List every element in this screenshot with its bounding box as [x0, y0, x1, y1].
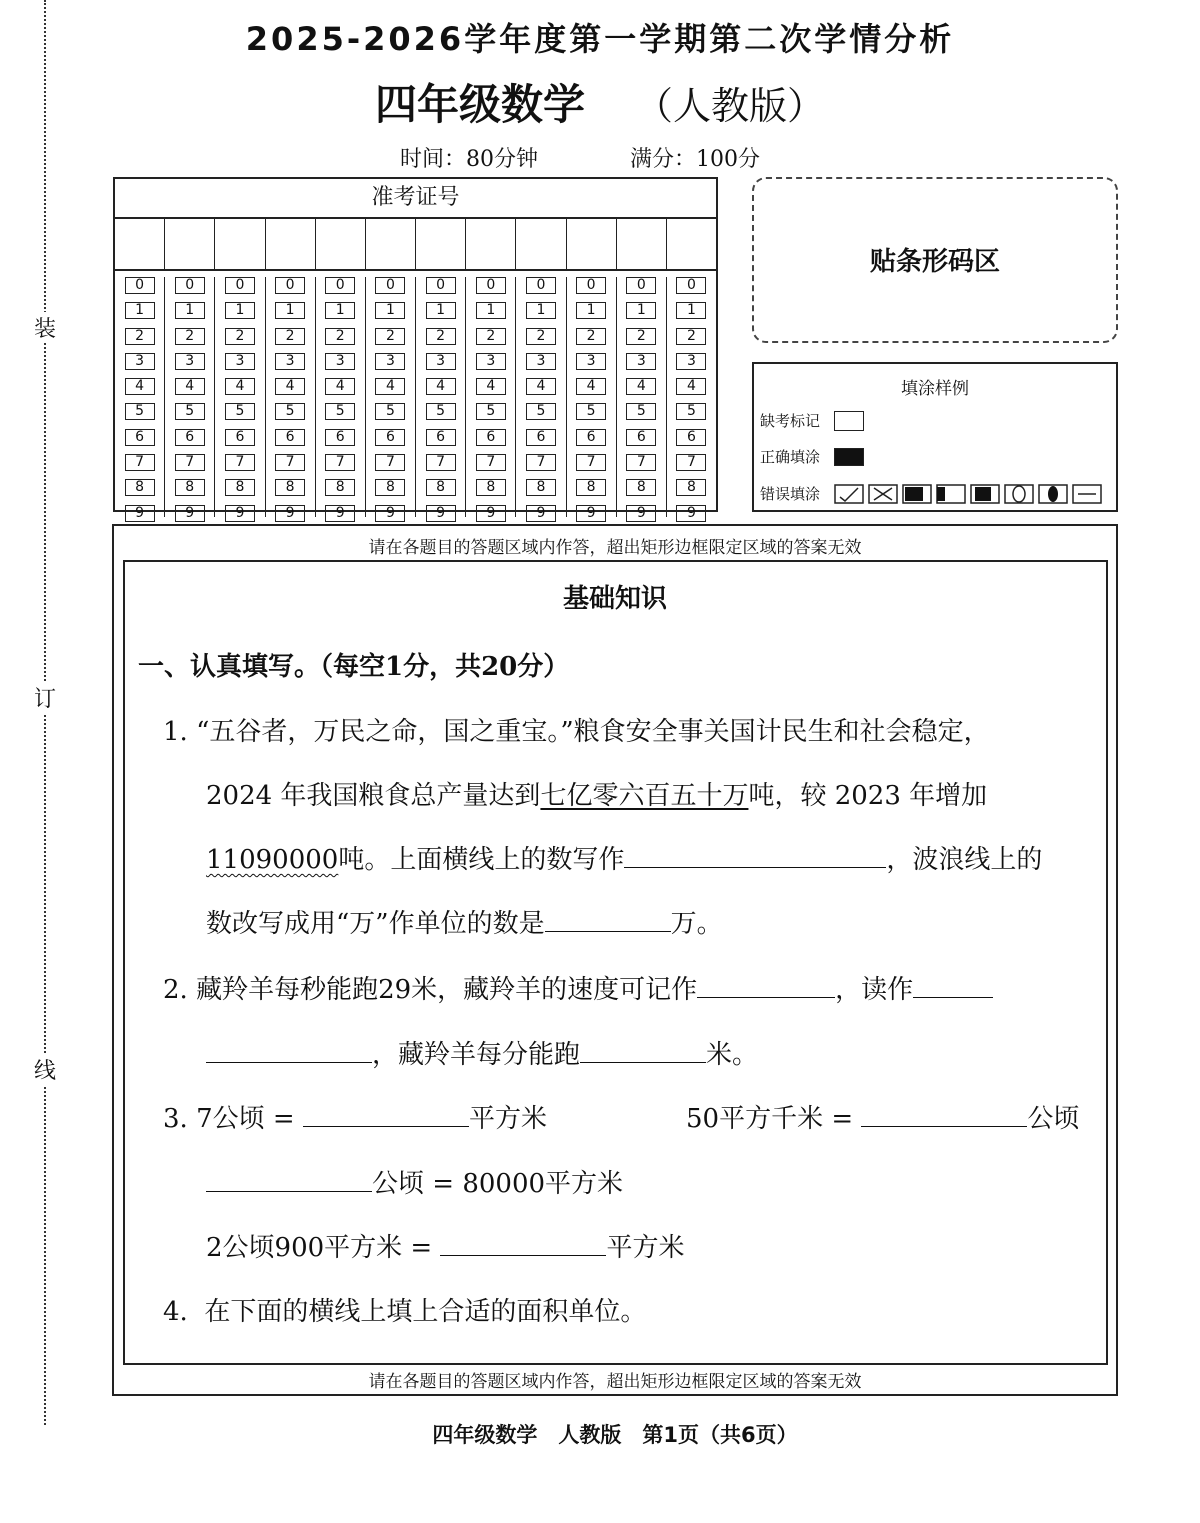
- wrong-fill-row: [760, 483, 1104, 504]
- exam-id-bubble[interactable]: 2: [426, 328, 456, 345]
- exam-id-bubble[interactable]: 4: [125, 378, 155, 395]
- q3-blank-d[interactable]: [440, 1229, 606, 1256]
- q1-blank-1[interactable]: [624, 841, 886, 868]
- exam-id-bubble[interactable]: 5: [175, 403, 205, 420]
- exam-id-bubble[interactable]: 5: [125, 403, 155, 420]
- exam-id-bubble[interactable]: 1: [375, 302, 405, 319]
- q1-text-3b: ，波浪线上的: [886, 845, 1043, 875]
- exam-id-bubble[interactable]: 9: [476, 505, 506, 522]
- q1-text-4a: 数改写成用“万”作单位的数是: [206, 909, 545, 939]
- exam-id-bubble-column: [366, 277, 416, 521]
- q1-wavy-number: 11090000: [206, 845, 339, 875]
- q1-underlined-number: 七亿零六百五十万: [540, 781, 749, 811]
- exam-id-bubble-column: [266, 277, 316, 521]
- binding-mark-xian: 线: [30, 1054, 60, 1085]
- exam-id-bubble[interactable]: 9: [375, 505, 405, 522]
- answer-warning-top: 请在各题目的答题区域内作答，超出矩形边框限定区域的答案无效: [368, 538, 862, 558]
- exam-id-bubble[interactable]: 1: [576, 302, 606, 319]
- exam-id-bubble[interactable]: 6: [476, 429, 506, 446]
- q3-line2: [206, 1163, 623, 1200]
- exam-id-bubble[interactable]: 9: [175, 505, 205, 522]
- exam-id-bubble[interactable]: 3: [526, 353, 556, 370]
- exam-id-bubble[interactable]: 3: [275, 353, 305, 370]
- exam-id-bubble[interactable]: 6: [426, 429, 456, 446]
- q2-text-1a: 藏羚羊每秒能跑29米，藏羚羊的速度可记作: [196, 975, 698, 1005]
- exam-id-bubble[interactable]: 0: [626, 277, 656, 294]
- exam-id-bubble[interactable]: 4: [476, 378, 506, 395]
- exam-id-bubble[interactable]: 6: [676, 429, 706, 446]
- exam-id-bubble[interactable]: 2: [375, 328, 405, 345]
- exam-id-bubble[interactable]: 0: [325, 277, 355, 294]
- exam-id-bubble[interactable]: 7: [676, 454, 706, 471]
- q3-b-unit: 公顷: [1027, 1104, 1080, 1134]
- exam-id-bubble[interactable]: 5: [225, 403, 255, 420]
- exam-id-cell[interactable]: [516, 219, 566, 269]
- exam-id-bubble[interactable]: 3: [426, 353, 456, 370]
- q4-text: 在下面的横线上填上合适的面积单位。: [204, 1297, 647, 1327]
- exam-id-cell[interactable]: [165, 219, 215, 269]
- exam-id-cell[interactable]: [416, 219, 466, 269]
- exam-id-bubble-column: [416, 277, 466, 521]
- exam-id-bubble[interactable]: 4: [626, 378, 656, 395]
- exam-id-bubble[interactable]: 7: [275, 454, 305, 471]
- exam-id-bubble[interactable]: 7: [225, 454, 255, 471]
- page-footer: 四年级数学 人教版 第1页（共6页）: [432, 1423, 798, 1447]
- exam-id-bubble[interactable]: 0: [676, 277, 706, 294]
- exam-id-title: 准考证号: [115, 179, 716, 219]
- fill-sample-box: [752, 362, 1118, 512]
- q4-line: [163, 1291, 646, 1328]
- q4-number: 4.: [163, 1297, 188, 1327]
- exam-time: 时间：80分钟: [400, 147, 538, 172]
- exam-id-bubble[interactable]: 0: [275, 277, 305, 294]
- exam-id-bubble[interactable]: 6: [375, 429, 405, 446]
- exam-id-bubble[interactable]: 3: [375, 353, 405, 370]
- exam-id-bubble[interactable]: 0: [526, 277, 556, 294]
- part1-heading: [138, 646, 569, 683]
- exam-id-bubble[interactable]: 1: [225, 302, 255, 319]
- section-title: 基础知识: [562, 584, 667, 614]
- exam-id-bubble[interactable]: 4: [676, 378, 706, 395]
- exam-id-bubble[interactable]: 4: [225, 378, 255, 395]
- exam-id-bubble[interactable]: 5: [375, 403, 405, 420]
- correct-fill-row: [760, 446, 868, 467]
- q2-line1: [163, 969, 993, 1006]
- binding-mark-zhuang: 装: [30, 312, 60, 343]
- exam-id-bubble-column: [165, 277, 215, 521]
- exam-id-bubble[interactable]: 5: [426, 403, 456, 420]
- exam-id-bubble[interactable]: 5: [576, 403, 606, 420]
- correct-fill-label: 正确填涂: [760, 448, 821, 466]
- exam-id-bubble[interactable]: 9: [275, 505, 305, 522]
- exam-id-bubble[interactable]: 7: [526, 454, 556, 471]
- exam-id-bubble[interactable]: 7: [476, 454, 506, 471]
- absent-mark-row: [760, 410, 868, 431]
- exam-id-bubble[interactable]: 9: [426, 505, 456, 522]
- exam-id-bubble[interactable]: 6: [626, 429, 656, 446]
- part1-heading-text: 一、认真填写。（每空1分，共20分）: [138, 652, 570, 682]
- exam-id-bubble-column: [516, 277, 566, 521]
- exam-id-bubble-grid: [115, 271, 716, 521]
- q1-number: 1.: [163, 717, 188, 747]
- exam-id-bubble[interactable]: 7: [175, 454, 205, 471]
- exam-id-bubble[interactable]: 7: [426, 454, 456, 471]
- exam-id-bubble[interactable]: 0: [426, 277, 456, 294]
- exam-id-bubble[interactable]: 4: [275, 378, 305, 395]
- q1-line2: [206, 775, 987, 812]
- exam-id-bubble[interactable]: 8: [375, 479, 405, 496]
- exam-id-bubble[interactable]: 5: [325, 403, 355, 420]
- exam-id-bubble-column: [466, 277, 516, 521]
- q1-line1: [163, 711, 990, 748]
- exam-id-bubble[interactable]: 8: [676, 479, 706, 496]
- q1-text-3a: 吨。上面横线上的数写作: [338, 845, 625, 875]
- exam-id-bubble[interactable]: 4: [375, 378, 405, 395]
- answer-warning-bottom: 请在各题目的答题区域内作答，超出矩形边框限定区域的答案无效: [368, 1372, 862, 1392]
- exam-id-bubble[interactable]: 1: [325, 302, 355, 319]
- exam-id-bubble[interactable]: 4: [426, 378, 456, 395]
- exam-id-bubble[interactable]: 1: [125, 302, 155, 319]
- exam-id-cell[interactable]: [567, 219, 617, 269]
- exam-id-bubble-column: [567, 277, 617, 521]
- q1-text-4b: 万。: [670, 909, 723, 939]
- q1-line3: [206, 839, 1042, 876]
- exam-id-cell[interactable]: [115, 219, 165, 269]
- exam-id-bubble[interactable]: 4: [576, 378, 606, 395]
- fill-sample-title: 填涂样例: [901, 379, 969, 399]
- exam-id-bubble[interactable]: 0: [375, 277, 405, 294]
- q2-text-2b: 米。: [706, 1040, 759, 1070]
- q3-blank-b[interactable]: [861, 1100, 1027, 1127]
- exam-id-bubble[interactable]: 1: [676, 302, 706, 319]
- exam-id-bubble[interactable]: 6: [175, 429, 205, 446]
- absent-mark-label: 缺考标记: [760, 412, 821, 430]
- binding-mark-ding: 订: [30, 682, 60, 713]
- absent-mark-box[interactable]: [834, 411, 864, 431]
- q2-line2: [206, 1034, 758, 1071]
- exam-id-cell[interactable]: [316, 219, 366, 269]
- exam-id-bubble[interactable]: 9: [576, 505, 606, 522]
- q3-c-text: 公顷 = 80000平方米: [372, 1169, 624, 1199]
- exam-id-cell[interactable]: [617, 219, 667, 269]
- subject-title: [0, 72, 1200, 132]
- exam-id-bubble[interactable]: 7: [626, 454, 656, 471]
- exam-id-bubble[interactable]: 2: [676, 328, 706, 345]
- exam-id-bubble[interactable]: 3: [476, 353, 506, 370]
- q3-a-unit: 平方米: [468, 1104, 547, 1134]
- exam-id-bubble[interactable]: 7: [375, 454, 405, 471]
- exam-id-bubble[interactable]: 2: [325, 328, 355, 345]
- exam-id-bubble-column: [215, 277, 265, 521]
- q1-blank-2[interactable]: [545, 905, 671, 932]
- exam-id-bubble[interactable]: 9: [626, 505, 656, 522]
- exam-id-bubble[interactable]: 8: [225, 479, 255, 496]
- exam-id-cell[interactable]: [366, 219, 416, 269]
- exam-id-bubble[interactable]: 5: [526, 403, 556, 420]
- exam-id-bubble-column: [115, 277, 165, 521]
- q1-text-1: “五谷者，万民之命，国之重宝。”粮食安全事关国计民生和社会稳定，: [196, 717, 990, 747]
- exam-id-bubble[interactable]: 9: [225, 505, 255, 522]
- exam-id-bubble[interactable]: 7: [576, 454, 606, 471]
- exam-id-bubble[interactable]: 6: [125, 429, 155, 446]
- exam-id-cell[interactable]: [466, 219, 516, 269]
- exam-id-cell[interactable]: [266, 219, 316, 269]
- q3-b-text: 50平方千米 =: [686, 1104, 854, 1134]
- exam-id-bubble[interactable]: 0: [125, 277, 155, 294]
- q3-line3: [206, 1227, 685, 1264]
- exam-id-bubble[interactable]: 1: [626, 302, 656, 319]
- exam-id-bubble[interactable]: 8: [275, 479, 305, 496]
- exam-id-bubble-column: [667, 277, 716, 521]
- q3-line1b: [686, 1098, 1079, 1135]
- exam-id-bubble[interactable]: 3: [325, 353, 355, 370]
- exam-id-bubble[interactable]: 5: [626, 403, 656, 420]
- full-score: 满分：100分: [630, 147, 760, 172]
- barcode-area: 贴条形码区: [752, 177, 1118, 343]
- exam-id-bubble[interactable]: 0: [175, 277, 205, 294]
- exam-id-bubble-column: [617, 277, 667, 521]
- q2-blank-2b[interactable]: [206, 1036, 372, 1063]
- q3-number: 3.: [163, 1104, 188, 1134]
- subject-name: 四年级数学: [374, 80, 585, 129]
- exam-id-bubble[interactable]: 5: [476, 403, 506, 420]
- exam-id-bubble[interactable]: 0: [225, 277, 255, 294]
- q2-number: 2.: [163, 975, 188, 1005]
- edition-label: （人教版）: [635, 84, 826, 128]
- exam-id-bubble[interactable]: 8: [175, 479, 205, 496]
- exam-id-bubble[interactable]: 2: [175, 328, 205, 345]
- wrong-fill-label: 错误填涂: [760, 485, 821, 503]
- exam-id-bubble[interactable]: 1: [175, 302, 205, 319]
- exam-id-bubble[interactable]: 3: [225, 353, 255, 370]
- exam-id-bubble[interactable]: 1: [426, 302, 456, 319]
- exam-id-bubble[interactable]: 6: [325, 429, 355, 446]
- q3-blank-a[interactable]: [303, 1100, 469, 1127]
- exam-id-bubble[interactable]: 9: [526, 505, 556, 522]
- exam-id-bubble[interactable]: 1: [476, 302, 506, 319]
- exam-id-bubble[interactable]: 2: [225, 328, 255, 345]
- q1-text-2b: 吨，较 2023 年增加: [748, 781, 988, 811]
- exam-id-cell[interactable]: [667, 219, 716, 269]
- exam-id-bubble[interactable]: 2: [526, 328, 556, 345]
- exam-id-bubble[interactable]: 8: [325, 479, 355, 496]
- exam-id-bubble[interactable]: 8: [576, 479, 606, 496]
- exam-id-cell[interactable]: [215, 219, 265, 269]
- exam-id-bubble-column: [316, 277, 366, 521]
- exam-id-bubble[interactable]: 5: [275, 403, 305, 420]
- exam-id-bubble[interactable]: 3: [626, 353, 656, 370]
- exam-id-bubble[interactable]: 0: [476, 277, 506, 294]
- exam-id-bubble[interactable]: 7: [325, 454, 355, 471]
- exam-id-bubble[interactable]: 1: [275, 302, 305, 319]
- exam-id-bubble[interactable]: 8: [426, 479, 456, 496]
- q3-a-text: 7公顷 =: [196, 1104, 295, 1134]
- exam-id-bubble[interactable]: 6: [225, 429, 255, 446]
- q3-blank-c[interactable]: [206, 1165, 372, 1192]
- exam-id-bubble[interactable]: 3: [175, 353, 205, 370]
- exam-id-bubble[interactable]: 1: [526, 302, 556, 319]
- q3-d-unit: 平方米: [606, 1233, 685, 1263]
- exam-id-bubble[interactable]: 2: [576, 328, 606, 345]
- exam-id-bubble[interactable]: 2: [476, 328, 506, 345]
- q2-blank-1[interactable]: [697, 971, 835, 998]
- exam-id-bubble[interactable]: 8: [526, 479, 556, 496]
- q3-line1: [163, 1098, 547, 1135]
- exam-id-bubble[interactable]: 9: [325, 505, 355, 522]
- q2-blank-2a[interactable]: [913, 971, 993, 998]
- exam-id-bubble[interactable]: 9: [676, 505, 706, 522]
- exam-id-bubble[interactable]: 8: [125, 479, 155, 496]
- exam-id-bubble[interactable]: 2: [626, 328, 656, 345]
- q1-text-2a: 2024 年我国粮食总产量达到: [206, 781, 541, 811]
- exam-id-bubble[interactable]: 0: [576, 277, 606, 294]
- exam-title: 2025-2026学年度第一学期第二次学情分析: [245, 20, 955, 58]
- q2-blank-3[interactable]: [580, 1036, 706, 1063]
- exam-id-bubble[interactable]: 4: [526, 378, 556, 395]
- exam-id-bubble[interactable]: 6: [275, 429, 305, 446]
- q1-line4: [206, 903, 723, 940]
- exam-id-bubble[interactable]: 2: [125, 328, 155, 345]
- q2-text-2a: ，藏羚羊每分能跑: [372, 1040, 581, 1070]
- correct-fill-sample: [834, 448, 864, 466]
- exam-id-bubble[interactable]: 4: [325, 378, 355, 395]
- q3-d-text: 2公顷900平方米 =: [206, 1233, 433, 1263]
- exam-id-write-cells: [115, 219, 716, 271]
- exam-id-box: [113, 177, 718, 521]
- exam-id-bubble[interactable]: 6: [526, 429, 556, 446]
- exam-id-bubble[interactable]: 4: [175, 378, 205, 395]
- exam-id-bubble[interactable]: 9: [125, 505, 155, 522]
- exam-id-bubble[interactable]: 3: [676, 353, 706, 370]
- wrong-fill-samples-icon: [834, 484, 1104, 504]
- q2-text-1b: ，读作: [835, 975, 914, 1005]
- exam-id-bubble[interactable]: 3: [125, 353, 155, 370]
- exam-id-bubble[interactable]: 8: [476, 479, 506, 496]
- exam-id-bubble[interactable]: 2: [275, 328, 305, 345]
- exam-id-bubble[interactable]: 6: [576, 429, 606, 446]
- exam-id-bubble[interactable]: 5: [676, 403, 706, 420]
- exam-id-bubble[interactable]: 8: [626, 479, 656, 496]
- exam-id-bubble[interactable]: 3: [576, 353, 606, 370]
- exam-id-bubble[interactable]: 7: [125, 454, 155, 471]
- exam-time-score: [400, 142, 760, 173]
